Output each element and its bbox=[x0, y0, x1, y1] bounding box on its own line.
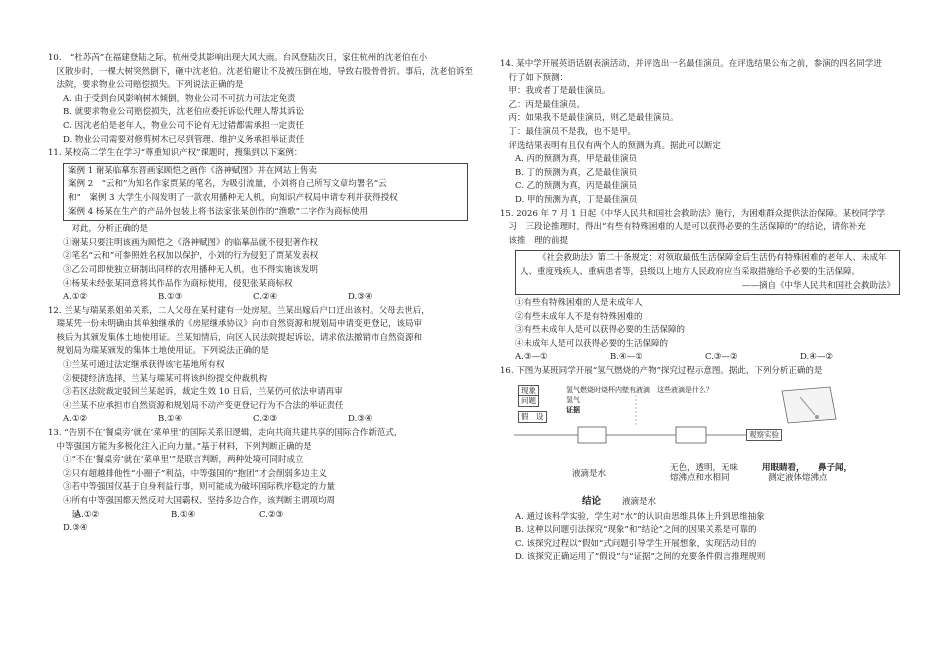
diagram-hypothesis-text: 液滴是水 bbox=[572, 468, 607, 479]
diagram-tag-phenomenon: 现象 bbox=[518, 385, 539, 397]
q15-statement: ①有些有特殊困难的人是未成年人 bbox=[515, 298, 643, 309]
q13-line: 中等强国方能为多极化注入正向力量。”基于材料，下列判断正确的是 bbox=[48, 441, 312, 452]
q11-case: 案例 4 杨某在生产的产品外包装上将书法家张某创作的“渔歌”二字作为商标使用 bbox=[68, 206, 369, 217]
diagram-method-eye: 用眼睛看， bbox=[762, 462, 805, 473]
q13-options bbox=[48, 509, 468, 523]
diagram-conclusion-label: 结论 bbox=[582, 495, 602, 507]
question-16 bbox=[500, 365, 900, 565]
q16-option-d[interactable]: D. 该探究正确运用了“假设”与“证据”之间的充要条件假言推理规则 bbox=[515, 552, 766, 563]
q15-statement: ③有些未成年人是可以获得必要的生活保障的 bbox=[515, 325, 686, 336]
q15-option-d[interactable]: D.④—② bbox=[800, 352, 833, 363]
q15-option-a[interactable]: A.③—① bbox=[515, 352, 548, 363]
q12-option-a[interactable]: A.①② bbox=[63, 414, 88, 425]
q12-statement: ③若区法院裁定驳回兰某起诉，裁定生效 10 日后，兰某仍可依法申请再审 bbox=[63, 387, 343, 398]
q14-option-a[interactable]: A. 丙的预测为真，甲是最佳演员 bbox=[515, 154, 638, 165]
diagram-tag-question: 问题 bbox=[518, 395, 539, 407]
q11-case-box bbox=[63, 163, 468, 221]
diagram-lines bbox=[500, 383, 900, 503]
diagram-method-test: 测定液体熔沸点 bbox=[768, 472, 828, 483]
q15-statement: ②有些未成年人不是有特殊困难的 bbox=[515, 311, 643, 322]
q14-line: 甲：我或者丁是最佳演员。 bbox=[500, 86, 611, 97]
q12-line: 规划局为瑞某颁发的集体土地使用证。下列说法正确的是 bbox=[48, 346, 270, 357]
q13-line-prefix: 延 bbox=[63, 509, 81, 520]
q15-options bbox=[500, 351, 900, 365]
diagram-method-nose: 鼻子闻， bbox=[818, 462, 853, 473]
q14-line: 行了如下预测： bbox=[500, 72, 569, 83]
question-12 bbox=[48, 305, 468, 427]
q15-law-text: 《社会救助法》第二十条规定：对领取最低生活保障金后生活仍有特殊困难的老年人、未成年 bbox=[538, 253, 887, 264]
q13-option-b[interactable]: B.①④ bbox=[171, 509, 196, 520]
q10-option-c[interactable]: C. 因沈老伯是老年人，物业公司不论有无过错都需承担一定责任 bbox=[63, 120, 305, 131]
q13-statement: ④所有中等强国都天然反对大国霸权、坚持多边合作，该判断主谓项均周 bbox=[63, 496, 336, 506]
q12-line: 核后为其颁发集体土地使用证。兰某知情后，向区人民法院提起诉讼，请求依法撤销市自然资源和 bbox=[48, 332, 423, 343]
q12-statement: ②便捷经济选择，兰某与瑞某可将该纠纷提交仲裁机构 bbox=[63, 373, 268, 384]
q12-option-c[interactable]: C.②③ bbox=[253, 414, 278, 425]
q13-statement: ①“不在‘餐桌旁’就在‘菜单里’”是联言判断，两种处境可同时成立 bbox=[63, 455, 304, 466]
question-11 bbox=[48, 147, 468, 305]
q12-line: 12. 兰某与瑞某系姐弟关系，二人父母在某村建有一处房屋。兰某出嫁后户口迁出该村。父母去世后， bbox=[48, 305, 430, 316]
question-15 bbox=[500, 208, 900, 366]
q14-line: 评选结果表明有且仅有两个人的预测为真。据此可以断定 bbox=[500, 140, 722, 151]
q15-option-b[interactable]: B.④—① bbox=[610, 352, 643, 363]
q11-option-c[interactable]: C.②④ bbox=[253, 292, 278, 303]
q14-option-c[interactable]: C. 乙的预测为真，丙是最佳演员 bbox=[515, 181, 638, 192]
question-10 bbox=[48, 52, 474, 147]
q13-option-d[interactable]: D.③④ bbox=[63, 523, 88, 534]
q11-line: 11. 某校高二学生在学习“尊重知识产权”课题时，搜集到以下案例： bbox=[48, 148, 303, 159]
q13-statement: ③若中等强国仅基于自身利益行事，则可能成为破坏国际秩序稳定的力量 bbox=[63, 482, 336, 493]
question-14 bbox=[500, 58, 900, 208]
q12-option-d[interactable]: D.③④ bbox=[348, 414, 373, 425]
q13-option-c[interactable]: C.②③ bbox=[259, 509, 284, 520]
q14-line: 乙：丙是最佳演员。 bbox=[500, 99, 586, 110]
diagram-properties-2: 熔沸点和水相同 bbox=[670, 472, 730, 483]
q15-law-source: ——摘自《中华人民共和国社会救助法》 bbox=[741, 280, 895, 291]
diagram-properties-1: 无色，透明，无味 bbox=[670, 462, 739, 473]
q10-option-d[interactable]: D. 物业公司需要对修剪树木已尽到管理、维护义务承担举证责任 bbox=[63, 134, 305, 145]
q14-line: 丁：最佳演员不是我，也不是甲。 bbox=[500, 126, 637, 137]
q11-options bbox=[48, 291, 468, 305]
q12-options bbox=[48, 413, 468, 427]
q14-line: 14. 某中学开展英语话剧表演活动，并评选出一名最佳演员。在评选结果公布之前，参演的四名同学进 bbox=[500, 59, 882, 69]
q15-line: 15. 2026 年 7 月 1 日起《中华人民共和国社会救助法》施行，为困难群众提供法治保障。某校同学学 bbox=[500, 208, 886, 219]
q13-option-a[interactable]: A.①② bbox=[75, 509, 100, 520]
diagram-tag-evidence: 证据 bbox=[566, 404, 580, 414]
q12-line: 瑞某凭一份未明确由其单独继承的《房屋继承协议》向市自然资源和规划局申请变更登记，该局审 bbox=[48, 319, 423, 330]
q15-option-c[interactable]: C.③—② bbox=[705, 352, 738, 363]
diagram-conclusion: 液滴是水 bbox=[622, 496, 657, 507]
q16-diagram bbox=[500, 383, 900, 507]
right-column bbox=[500, 58, 900, 565]
q10-line: 区散步时，一棵大树突然倒下，砸中沈老伯。沈老伯避让不及被压倒在地，导致右股骨骨折。事后，沈老伯诉至 bbox=[48, 66, 474, 77]
q16-option-a[interactable]: A. 通过该科学实验，学生对“水”的认识由思维具体上升到思维抽象 bbox=[515, 511, 765, 522]
question-13 bbox=[48, 427, 468, 536]
q16-option-c[interactable]: C. 该探究过程以“假如”式问题引导学生开展想象，实现活动目的 bbox=[515, 538, 757, 549]
left-column bbox=[48, 52, 474, 536]
diagram-hydrogen: 氢气 bbox=[566, 395, 580, 404]
q13-statement: ②只有超越排他性“小圈子”利益，中等强国的“抱团”才会削弱多边主义 bbox=[63, 468, 327, 479]
q11-statement: ③乙公司即使独立研制出同样的农用播种无人机，也不得实施该发明 bbox=[63, 264, 319, 275]
q12-statement: ①兰某可通过法定继承获得该宅基地所有权 bbox=[63, 360, 225, 371]
q15-statement: ④未成年人是可以获得必要的生活保障的 bbox=[515, 338, 669, 349]
q14-option-d[interactable]: D. 甲的预测为真，丁是最佳演员 bbox=[515, 194, 638, 205]
q11-option-d[interactable]: D.③④ bbox=[348, 292, 373, 303]
q11-statement: ④杨某未经张某同意将其作品作为商标使用，侵犯张某商标权 bbox=[63, 278, 293, 289]
q11-option-b[interactable]: B.①③ bbox=[158, 292, 183, 303]
q12-option-b[interactable]: B.①④ bbox=[158, 414, 183, 425]
q10-option-a[interactable]: A. 由于受到台风影响树木倾倒，物业公司不可抗力可法定免责 bbox=[63, 93, 296, 104]
q11-case: 案例 2 “云和”为知名作家贾某的笔名，为吸引流量，小刘将自己所写文章均署名“云 bbox=[68, 179, 387, 190]
q15-law-text: 人、重度残疾人、重病患者等，县级以上地方人民政府应当采取措施给予必要的生活保障。 bbox=[520, 266, 861, 277]
diagram-tag-experiment: 观察实验 bbox=[746, 429, 782, 441]
q10-line: 10. “杜苏芮”在福建登陆之际，杭州受其影响出现大风大雨。台风登陆次日，家住杭州的沈老伯在小 bbox=[48, 53, 428, 63]
q11-statement: ①谢某只要注明该画为顾恺之《洛神赋图》的临摹品就不侵犯著作权 bbox=[63, 237, 319, 248]
q10-option-b[interactable]: B. 就要求物业公司赔偿损失，沈老伯应委托诉讼代理人帮其诉讼 bbox=[63, 107, 305, 118]
q13-line: 13. “告别不在‘餐桌旁’就在‘菜单里’的国际关系旧逻辑，走向共商共建共享的国际合作新范式， bbox=[48, 428, 403, 439]
q10-line: 法院，要求物业公司赔偿损失。下列说法正确的是 bbox=[48, 80, 244, 91]
q11-case: 案例 1 谢某临摹东晋画家顾恺之画作《洛神赋图》并在网站上售卖 bbox=[68, 165, 317, 176]
q15-line: 习 三段论推理时，得出“有些有特殊困难的人是可以获得必要的生活保障的”的结论，请你补充 bbox=[500, 222, 866, 233]
q11-statement: ②笔名“云和”可参照姓名权加以保护，小刘的行为侵犯了贾某发表权 bbox=[63, 251, 319, 262]
q11-case: 和” 案例 3 大学生小闯发明了一款农用播种无人机，向知识产权局申请专利并获得授权 bbox=[68, 192, 398, 203]
q14-line: 丙：如果我不是最佳演员，则乙是最佳演员。 bbox=[500, 113, 679, 124]
q16-intro: 16. 下图为某班同学开展“氢气燃烧的产物”探究过程示意图。据此，下列分析正确的是 bbox=[500, 366, 823, 377]
q11-prompt: 对此，分析正确的是 bbox=[63, 224, 149, 235]
diagram-question: 氢气燃烧时烧杯内壁有液滴 这些液滴是什么？ bbox=[566, 385, 713, 394]
diagram-tag-hypothesis: 假 设 bbox=[518, 411, 547, 423]
q11-option-a[interactable]: A.①② bbox=[63, 292, 88, 303]
q15-law-box bbox=[515, 250, 900, 295]
q15-line: 该推 理的前提 bbox=[500, 235, 569, 246]
q12-statement: ④兰某不应承担市自然资源和规划局不动产变更登记行为不合法的举证责任 bbox=[63, 400, 344, 411]
q14-option-b[interactable]: B. 丁的预测为真，乙是最佳演员 bbox=[515, 167, 638, 178]
q16-option-b[interactable]: B. 这种以问题引法探究“现象”和“结论”之间的因果关系是可靠的 bbox=[515, 525, 757, 536]
